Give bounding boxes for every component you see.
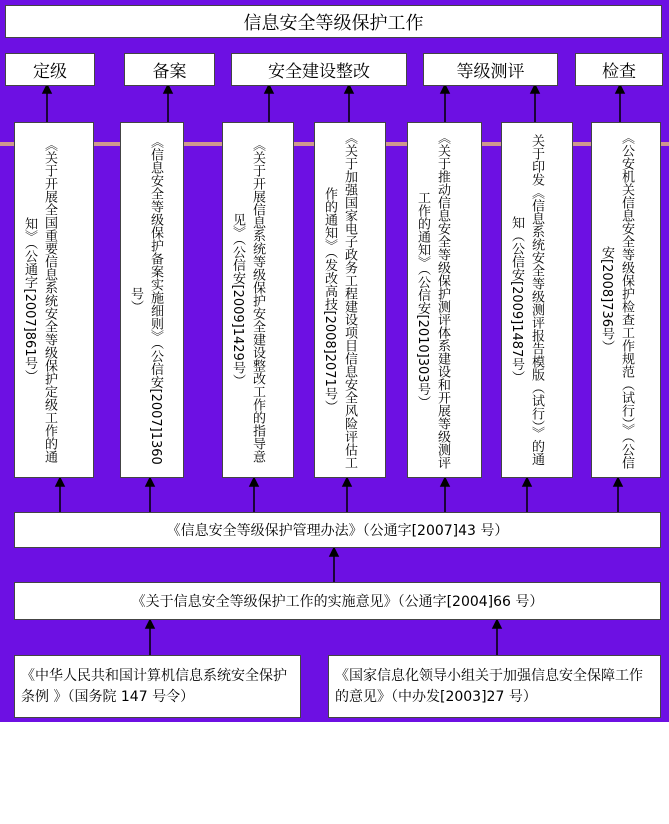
stage-grade-assessment: 等级测评 (423, 53, 558, 86)
document-inspection-spec (591, 122, 661, 478)
document-arrows (56, 478, 622, 512)
document-risk-assessment-notice (314, 122, 386, 478)
document-text: 《信息安全等级保护备案实施细则》（公信安[2007]1360号） (128, 135, 163, 465)
stage-filing: 备案 (124, 53, 215, 86)
document-text: 《关于开展全国重要信息系统安全等级保护定级工作的通知》（公通字[2007]861号） (22, 137, 57, 463)
source-regulation-box: 《中华人民共和国计算机信息系统安全保护条例 》（国务院 147 号令） (14, 655, 301, 718)
document-text: 《公安机关信息安全等级保护检查工作规范（试行）》（公信安[2008]736号） (599, 131, 634, 469)
stage-arrows (43, 85, 624, 122)
stage-inspection: 检查 (575, 53, 663, 86)
document-assessment-system-notice (407, 122, 482, 478)
document-construction-guidance (222, 122, 294, 478)
source-opinion-box: 《国家信息化领导小组关于加强信息安全保障工作的意见》（中办发[2003]27 号） (328, 655, 661, 718)
implementation-opinion-box: 《关于信息安全等级保护工作的实施意见》（公通字[2004]66 号） (14, 582, 661, 620)
document-report-template-notice (501, 122, 573, 478)
source-arrows (146, 620, 501, 655)
management-measures-box: 《信息安全等级保护管理办法》（公通字[2007]43 号） (14, 512, 661, 548)
document-grading-notice (14, 122, 94, 478)
document-text: 《关于推动信息安全等级保护测评体系建设和开展等级测评工作的通知》（公信安[2010]303号） (415, 131, 450, 469)
document-text: 《关于加强国家电子政务工程建设项目信息安全风险评估工作的通知》（发改高技[2008]2071号） (322, 131, 357, 469)
stage-construction-rectification: 安全建设整改 (231, 53, 407, 86)
document-text: 《关于开展信息系统等级保护安全建设整改工作的指导意见》（公信安[2009]1429号） (230, 137, 265, 463)
diagram-title: 信息安全等级保护工作 (5, 5, 662, 38)
stage-grading: 定级 (5, 53, 95, 86)
document-filing-rules (120, 122, 184, 478)
document-text: 关于印发《信息系统安全等级测评报告模版（试行）》的通知（公信安[2009]1487号） (509, 134, 544, 466)
management-arrow (330, 548, 338, 582)
